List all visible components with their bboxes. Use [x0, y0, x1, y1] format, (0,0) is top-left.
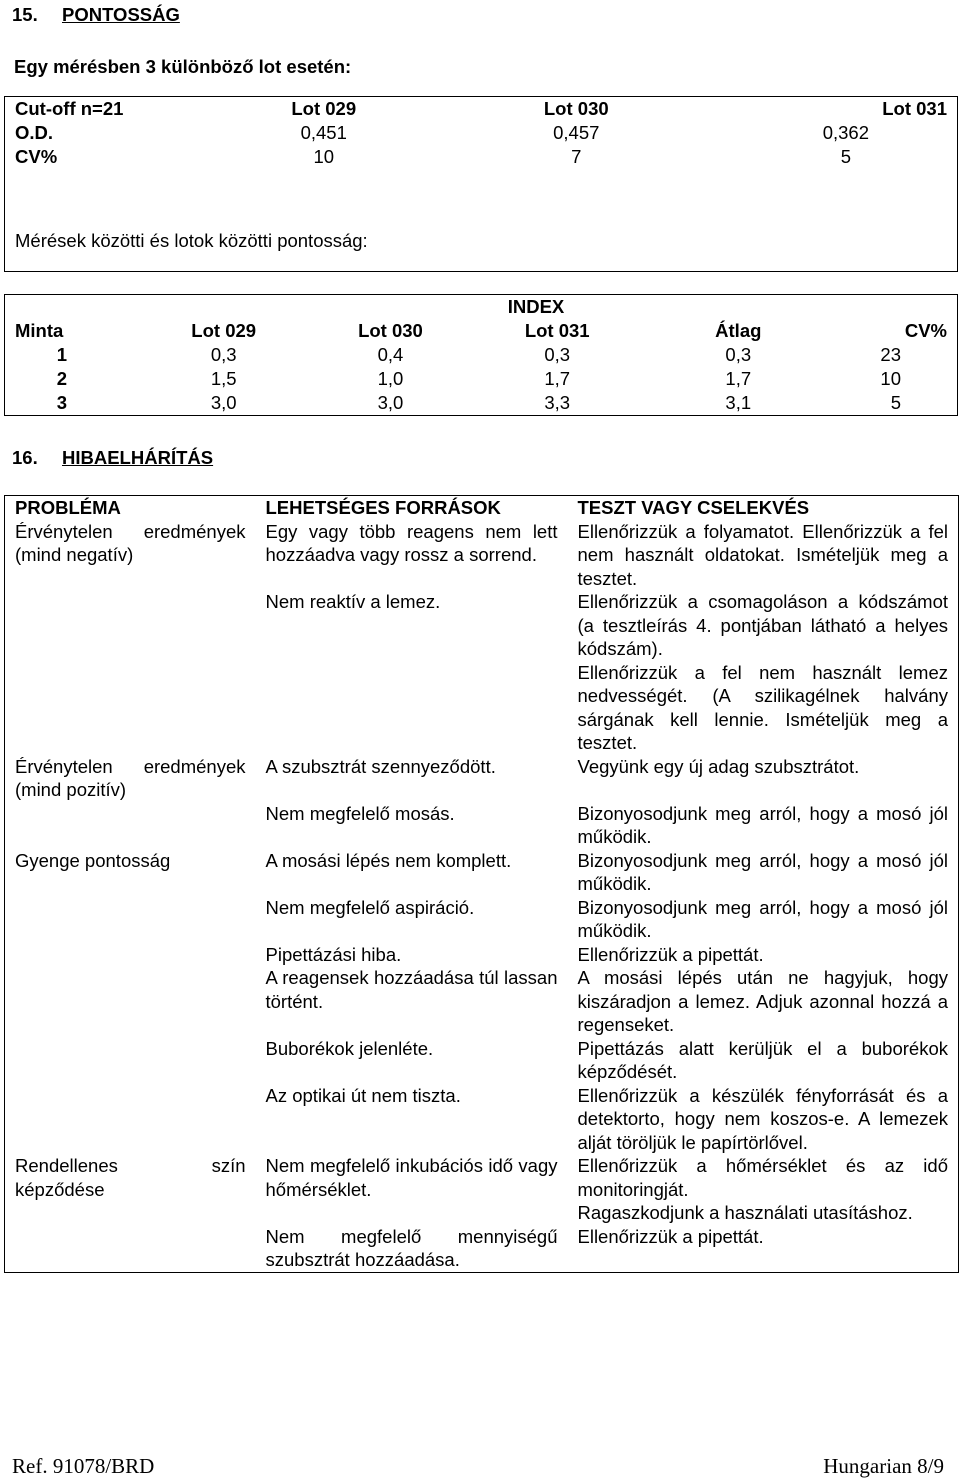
table-cell	[5, 661, 256, 755]
table-cell: 5	[840, 146, 851, 167]
table-cell	[5, 1037, 256, 1084]
table-row	[5, 1084, 959, 1155]
table-cell: Az optikai út nem tiszta.	[265, 1084, 461, 1106]
table-cell: 1,7	[725, 368, 752, 389]
table-cell: 3,1	[725, 392, 752, 413]
table-row	[5, 1154, 959, 1201]
table-header-row	[5, 496, 959, 520]
table-cell: A reagensek hozzáadása túl lassan történt.	[265, 967, 558, 1012]
footer-ref: Ref. 91078/BRD	[12, 1454, 155, 1478]
table-header-cell: Lot 029	[191, 320, 257, 341]
table-row	[5, 1225, 959, 1273]
table-header-cell: Átlag	[715, 320, 762, 341]
table-cell: Gyenge pontosság	[15, 849, 171, 871]
table-cell: Pipettázás alatt kerüljük el a buborékok képződését.	[577, 1037, 948, 1082]
table-cell: Bizonyosodjunk meg arról, hogy a mosó jól működik.	[577, 896, 948, 941]
table-cell: Vegyünk egy új adag szubsztrátot.	[577, 755, 860, 777]
table-cell: Ellenőrizzük a folyamatot. Ellenőrizzük a fel nem használt oldatokat. Ismételjük meg a tesztet.	[577, 520, 948, 589]
section-15-heading	[12, 4, 180, 26]
table-cell: 0,3	[544, 344, 571, 365]
section-16-heading	[12, 447, 213, 469]
table-row	[5, 145, 958, 169]
table-row	[5, 520, 959, 591]
table-cell: 0,4	[377, 344, 404, 365]
table-header-cell: LEHETSÉGES FORRÁSOK	[265, 497, 501, 518]
table-cell: 0,457	[553, 122, 600, 143]
troubleshooting-table	[4, 495, 959, 1273]
table-header-cell: Lot 030	[543, 98, 609, 119]
table-cell: 1,7	[544, 368, 571, 389]
table-cell	[5, 590, 256, 661]
index-table	[4, 294, 958, 416]
table-row	[5, 755, 959, 802]
table-header-cell: TESZT VAGY CSELEKVÉS	[577, 497, 810, 518]
table-cell: O.D.	[15, 122, 54, 143]
table-cell	[256, 661, 568, 755]
table-header-cell: Lot 029	[291, 98, 357, 119]
table-cell: Ellenőrizzük a készülék fényforrását és a detektorto, hogy nem koszos-e. A lemezek alját töröljük le papírtörlővel.	[577, 1084, 948, 1153]
table-row	[5, 367, 958, 391]
table-cell: Ellenőrizzük a fel nem használt lemez nedvességét. (A szilikagélnek halvány sárgának kell lennie. Ismételjük meg a tesztet.	[577, 661, 948, 753]
table-cell: 0,3	[725, 344, 752, 365]
table-cell	[5, 1201, 256, 1225]
table-cell: Rendellenes szín képződése	[15, 1155, 246, 1200]
section-16-number: 16.	[12, 447, 38, 468]
section-15-number: 15.	[12, 4, 38, 25]
table-header-cell: Cut-off n=21	[15, 98, 124, 119]
table-cell: 10	[313, 146, 335, 167]
table-cell: Ellenőrizzük a pipettát.	[577, 1225, 764, 1247]
table-cell: 7	[571, 146, 582, 167]
table-cell: Érvénytelen eredmények (mind negatív)	[15, 520, 246, 565]
table-cell: Nem megfelelő inkubációs idő vagy hőmérséklet.	[265, 1155, 558, 1200]
table-cell: Buborékok jelenléte.	[265, 1037, 434, 1059]
table-row	[5, 253, 958, 272]
table-row	[5, 661, 959, 755]
table-header-cell: Lot 031	[882, 98, 947, 119]
table-cell: Nem megfelelő mosás.	[265, 802, 455, 824]
table-cell: 23	[880, 344, 901, 365]
table-row	[5, 590, 959, 661]
table-row	[5, 295, 958, 320]
table-cell: 1	[56, 344, 68, 365]
table-cell	[5, 1084, 256, 1155]
table-cell: 3	[56, 392, 68, 413]
table-cell: 0,3	[210, 344, 237, 365]
table-cell: 3,0	[210, 392, 237, 413]
table-cell: Nem reaktív a lemez.	[265, 591, 441, 612]
table-row	[5, 343, 958, 367]
table-header-cell: Lot 030	[358, 320, 423, 341]
table-cell: Nem megfelelő mennyiségű szubsztrát hozzáadása.	[265, 1225, 558, 1270]
table-cell: Ellenőrizzük a pipettát.	[577, 943, 764, 965]
section-15-title: PONTOSSÁG	[62, 4, 180, 25]
table-cell: Ellenőrizzük a hőmérséklet és az idő monitoringját.	[577, 1155, 948, 1200]
table-row	[5, 896, 959, 943]
index-caption: INDEX	[507, 296, 565, 317]
table-row	[5, 121, 958, 145]
table-row	[5, 391, 958, 416]
table-cell: 3,0	[377, 392, 404, 413]
table-cell: 10	[880, 368, 901, 389]
table-cell: Pipettázási hiba.	[265, 943, 402, 965]
section-15-subtitle-2: Mérések közötti és lotok közötti pontosság:	[15, 230, 368, 251]
table-header-cell: PROBLÉMA	[15, 497, 121, 518]
troubleshooting-body	[5, 520, 959, 1273]
table-header-row	[5, 97, 958, 122]
table-row	[5, 1201, 959, 1225]
table-cell: Ragaszkodjunk a használati utasításhoz.	[577, 1202, 913, 1223]
lot-precision-table	[4, 96, 958, 272]
table-cell: CV%	[15, 146, 58, 167]
table-cell: 0,362	[822, 122, 869, 143]
section-15-subtitle: Egy mérésben 3 különböző lot esetén:	[14, 56, 352, 77]
table-cell: Nem megfelelő aspiráció.	[265, 896, 475, 918]
table-cell	[5, 802, 256, 849]
table-cell: A mosási lépés nem komplett.	[265, 849, 512, 871]
table-row	[5, 966, 959, 1037]
table-cell	[5, 943, 256, 967]
table-header-row	[5, 319, 958, 343]
table-row	[5, 169, 958, 229]
table-cell: 0,451	[300, 122, 347, 143]
table-cell: A szubsztrát szennyeződött.	[265, 755, 496, 777]
table-cell	[5, 966, 256, 1037]
table-cell: Ellenőrizzük a csomagoláson a kódszámot (a tesztleírás 4. pontjában látható a helyes kódszám).	[577, 591, 948, 659]
table-cell: 5	[890, 392, 901, 413]
table-cell: Bizonyosodjunk meg arról, hogy a mosó jól működik.	[577, 849, 948, 894]
table-header-cell: Lot 031	[524, 320, 590, 341]
table-cell	[5, 896, 256, 943]
table-row	[5, 802, 959, 849]
footer-page: Hungarian 8/9	[823, 1454, 944, 1478]
table-header-cell: CV%	[904, 320, 947, 341]
table-cell	[256, 1201, 568, 1225]
table-cell: 2	[56, 368, 68, 389]
table-row	[5, 849, 959, 896]
table-cell: A mosási lépés után ne hagyjuk, hogy kiszáradjon a lemez. Adjuk azonnal hozzá a regenseket.	[577, 967, 948, 1035]
table-row	[5, 1037, 959, 1084]
table-cell: Érvénytelen eredmények (mind pozitív)	[15, 755, 246, 800]
table-row	[5, 229, 958, 253]
table-cell: 3,3	[544, 392, 571, 413]
table-row	[5, 943, 959, 967]
table-cell: Egy vagy több reagens nem lett hozzáadva vagy rossz a sorrend.	[265, 520, 558, 565]
table-header-cell: Minta	[15, 320, 64, 341]
section-16-title: HIBAELHÁRÍTÁS	[62, 447, 214, 468]
table-cell: Bizonyosodjunk meg arról, hogy a mosó jól működik.	[577, 802, 948, 847]
table-cell: 1,5	[210, 368, 237, 389]
table-cell	[5, 1225, 256, 1273]
table-cell: 1,0	[377, 368, 404, 389]
